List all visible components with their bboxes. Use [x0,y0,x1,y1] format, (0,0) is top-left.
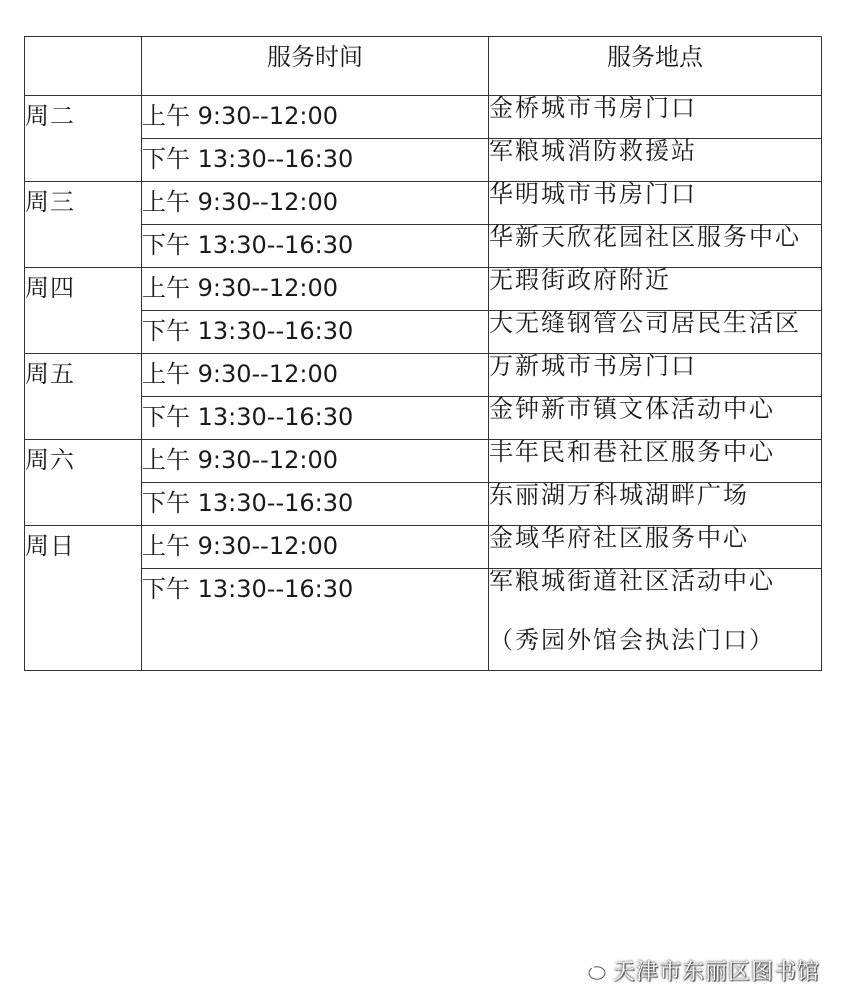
place-text: 无瑕街政府附近 [489,266,671,294]
table-row [25,311,822,354]
time-cell: 下午 13:30--16:30 [142,397,489,440]
day-cell: 周四 [25,268,142,354]
day-cell: 周六 [25,440,142,526]
time-cell: 上午 9:30--12:00 [142,526,489,569]
place-text: 丰年民和巷社区服务中心 [489,438,775,466]
wechat-icon [579,960,607,982]
place-text: 金桥城市书房门口 [489,94,697,122]
time-cell: 上午 9:30--12:00 [142,268,489,311]
day-cell: 周三 [25,182,142,268]
place-cell [489,569,822,671]
time-cell: 下午 13:30--16:30 [142,139,489,182]
time-cell: 下午 13:30--16:30 [142,483,489,526]
place-text: 华明城市书房门口 [489,180,697,208]
place-text: 军粮城街道社区活动中心（秀园外馆会执法门口） [489,567,775,654]
place-text: 万新城市书房门口 [489,352,697,380]
time-header: 服务时间 [142,37,489,96]
time-cell: 下午 13:30--16:30 [142,311,489,354]
time-cell: 上午 9:30--12:00 [142,440,489,483]
service-schedule-table [24,36,822,671]
watermark-text: 天津市东丽区图书馆 [612,960,820,985]
day-cell: 周日 [25,526,142,671]
time-cell: 下午 13:30--16:30 [142,225,489,268]
time-cell: 下午 13:30--16:30 [142,569,489,671]
time-cell: 上午 9:30--12:00 [142,96,489,139]
table-row [25,569,822,671]
place-text: 金域华府社区服务中心 [489,524,749,552]
place-text: 东丽湖万科城湖畔广场 [489,481,749,509]
place-header: 服务地点 [489,37,822,96]
time-cell: 上午 9:30--12:00 [142,354,489,397]
time-cell: 上午 9:30--12:00 [142,182,489,225]
place-text: 华新天欣花园社区服务中心 [489,223,801,251]
table-row [25,225,822,268]
day-cell: 周五 [25,354,142,440]
place-text: 大无缝钢管公司居民生活区 [489,309,801,337]
day-header-cell [25,37,142,96]
place-text: 军粮城消防救援站 [489,137,697,165]
source-watermark [579,955,820,986]
day-cell: 周二 [25,96,142,182]
place-text: 金钟新市镇文体活动中心 [489,395,775,423]
